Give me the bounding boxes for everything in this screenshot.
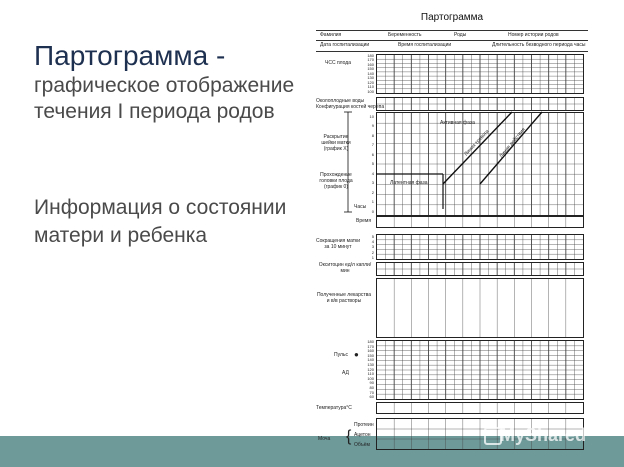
slide-subtitle: графическое отображение течения I периода родов xyxy=(34,74,295,123)
header-births: Роды xyxy=(454,32,467,38)
tick-label: 2 xyxy=(371,189,374,195)
tick-label: 90 xyxy=(369,380,374,386)
tick-label: 130 xyxy=(367,362,374,368)
header-pregnancy: Беременность xyxy=(388,32,422,38)
tick-label: 80 xyxy=(369,385,374,391)
label-fetal-hr: ЧСС плода xyxy=(325,60,351,66)
label-drugs: Полученные лекарства и в/в растворы xyxy=(316,292,372,304)
label-dilation: Раскрытие шейки матки (график X) xyxy=(321,134,351,152)
tick-label: 140 xyxy=(367,357,374,363)
header-history-number: Номер истории родов xyxy=(508,32,559,38)
tick-label: 150 xyxy=(367,352,374,358)
tick-label: 4 xyxy=(371,239,374,245)
tick-label: 120 xyxy=(367,366,374,372)
tick-label: 7 xyxy=(371,142,374,148)
partogram-form xyxy=(316,8,588,460)
tick-label: 110 xyxy=(367,371,374,377)
watermark: MyShared xyxy=(500,425,587,445)
tick-label: 3 xyxy=(371,180,374,186)
header-admission-date: Дата госпитализации xyxy=(320,42,370,48)
label-configuration: Конфигурация костей черепа xyxy=(316,104,385,110)
tick-label: 100 xyxy=(367,375,374,381)
tick-label: 100 xyxy=(367,88,374,94)
label-action-line: Линия действия xyxy=(498,126,527,160)
partogram-lines xyxy=(316,8,588,460)
label-alert-line: Линия тревоги xyxy=(463,128,491,158)
tick-label: 6 xyxy=(371,151,374,157)
tick-label: 8 xyxy=(371,132,374,138)
tick-label: 70 xyxy=(369,389,374,395)
tick-label: 160 xyxy=(367,61,374,67)
label-pulse: Пульс xyxy=(334,352,349,358)
tick-label: 1 xyxy=(371,199,374,205)
tick-label: 170 xyxy=(367,343,374,349)
tick-label: 130 xyxy=(367,75,374,81)
tick-label: 1 xyxy=(371,254,374,260)
label-acetone: Ацетон xyxy=(354,432,371,438)
label-protein: Протеин xyxy=(354,422,374,428)
urine-brace-icon: { xyxy=(346,428,352,445)
tick-label: 170 xyxy=(367,57,374,63)
tick-label: 140 xyxy=(367,70,374,76)
tick-label: 0 xyxy=(371,208,374,214)
tick-label: 160 xyxy=(367,348,374,354)
tick-label: 150 xyxy=(367,66,374,72)
label-volume: Объём xyxy=(354,442,370,448)
label-active-phase: Активная фаза xyxy=(440,120,475,126)
partogram-title: Партограмма xyxy=(420,12,484,23)
tick-label: 180 xyxy=(367,53,374,58)
tick-label: 180 xyxy=(367,339,374,344)
tick-label: 120 xyxy=(367,79,374,85)
label-oxytocin: Окситоцин ед/л капли/мин xyxy=(318,262,372,274)
pulse-dot-icon: ● xyxy=(354,350,359,359)
label-urine: Моча xyxy=(318,436,331,442)
header-surname: Фамилия xyxy=(320,32,342,38)
tick-label: 10 xyxy=(369,114,374,119)
title-block xyxy=(34,40,304,125)
tick-label: 2 xyxy=(371,249,374,255)
tick-label: 9 xyxy=(371,123,374,129)
label-amniotic: Околоплодные воды xyxy=(316,98,365,104)
label-hours: Часы xyxy=(354,204,367,210)
label-bp: АД xyxy=(342,370,349,376)
header-waterless-period: Длительность безводного периода часы xyxy=(492,42,586,48)
tick-label: 4 xyxy=(371,170,374,176)
tick-label: 60 xyxy=(369,394,374,400)
slide-info-text: Информация о состоянии матери и ребенка xyxy=(34,196,287,247)
tick-label: 3 xyxy=(371,244,374,250)
tick-label: 110 xyxy=(367,84,374,90)
label-temperature: Температура°С xyxy=(316,405,352,411)
header-admission-time: Время госпитализации xyxy=(398,42,452,48)
label-descent: Прохождение головки плода (график 0) xyxy=(319,172,353,190)
label-latent-phase: Латентная фаза xyxy=(390,180,428,186)
label-time: Время xyxy=(356,218,372,224)
label-contractions: Сокращения матки за 10 минут xyxy=(316,238,361,250)
tick-label: 5 xyxy=(371,234,374,239)
tick-label: 5 xyxy=(371,161,374,167)
slide-title: Партограмма - xyxy=(34,40,226,71)
